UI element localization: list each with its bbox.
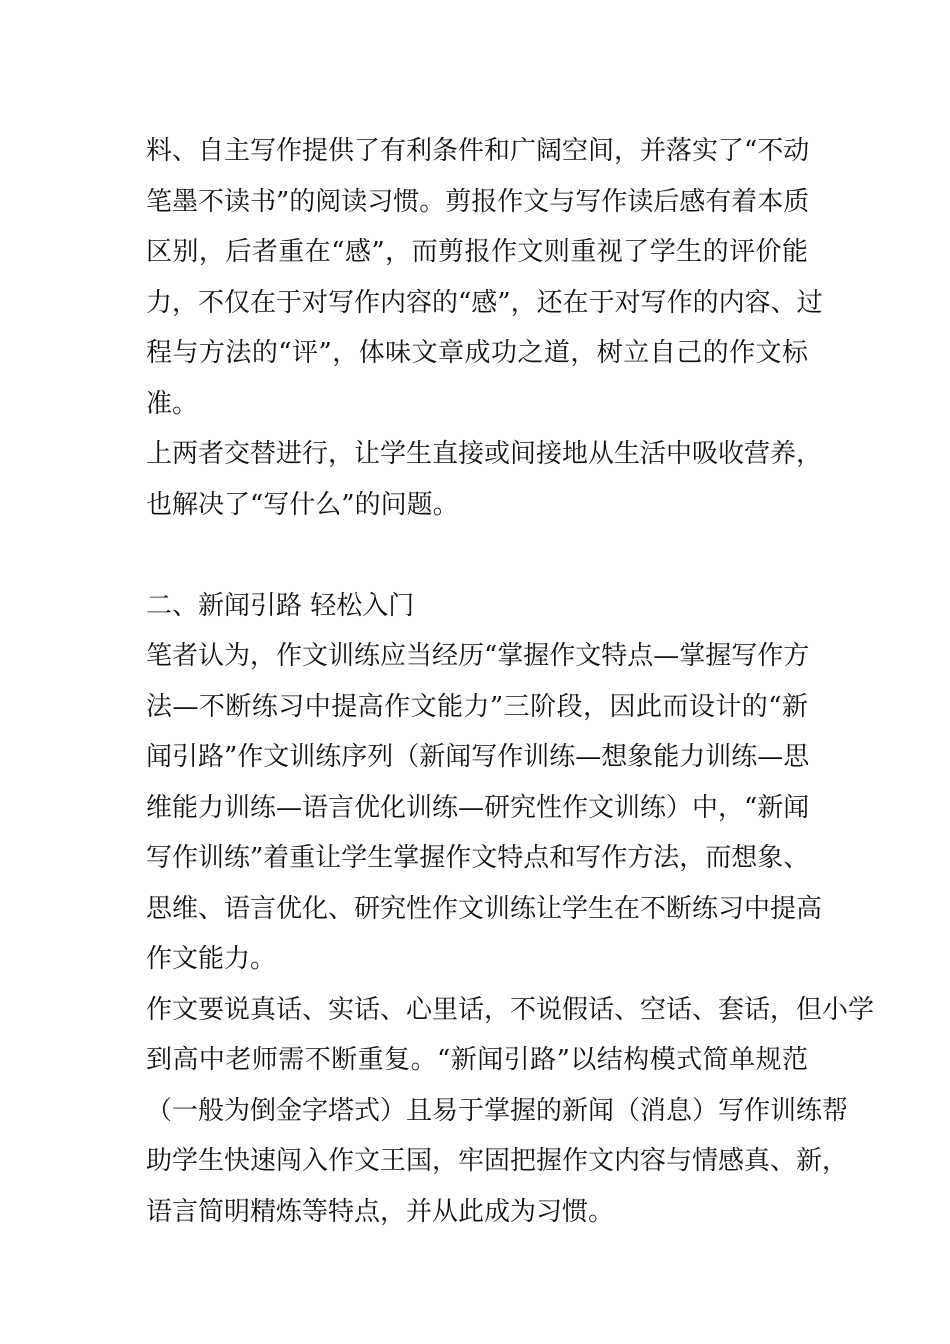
paragraph-1 (146, 126, 823, 429)
text-line: 闻引路”作文训练序列（新闻写作训练—想象能力训练—思 (146, 742, 810, 772)
text-line: 助学生快速闯入作文王国，牢固把握作文内容与情感真、新， (146, 1146, 849, 1176)
text-line: 准。 (146, 388, 199, 419)
text-line: 力，不仅在于对写作内容的“感”，还在于对写作的内容、过 (146, 287, 823, 318)
section-heading (146, 581, 808, 632)
text-line: 区别，后者重在“感”，而剪报作文则重视了学生的评价能 (146, 237, 808, 267)
paragraph-4 (146, 985, 875, 1238)
text-line: 语言简明精炼等特点，并从此成为习惯。 (146, 1196, 615, 1227)
text-line: 思维、语言优化、研究性作文训练让学生在不断练习中提高 (146, 893, 823, 924)
text-line: 笔墨不读书”的阅读习惯。剪报作文与写作读后感有着本质 (146, 186, 810, 217)
text-line: 作文要说真话、实话、心里话，不说假话、空话、套话，但小学 (146, 994, 875, 1025)
text-line: 法—不断练习中提高作文能力”三阶段，因此而设计的“新 (146, 691, 808, 722)
blank-line (146, 530, 808, 581)
section-heading-text: 二、新闻引路 轻松入门 (146, 590, 415, 621)
text-line: 维能力训练—语言优化训练—研究性作文训练）中，“新闻 (146, 792, 810, 823)
text-line: （一般为倒金字塔式）且易于掌握的新闻（消息）写作训练帮 (146, 1095, 849, 1126)
text-line: 笔者认为，作文训练应当经历“掌握作文特点—掌握写作方 (146, 641, 810, 671)
paragraph-3 (146, 631, 823, 985)
text-line: 到高中老师需不断重复。“新闻引路”以结构模式简单规范 (146, 1045, 808, 1075)
paragraph-2 (146, 429, 823, 530)
document-body (146, 126, 875, 1237)
text-line: 程与方法的“评”，体味文章成功之道，树立自己的作文标 (146, 338, 808, 368)
text-line: 也解决了“写什么”的问题。 (146, 489, 459, 520)
text-line: 作文能力。 (146, 944, 277, 974)
text-line: 料、自主写作提供了有利条件和广阔空间，并落实了“不动 (146, 136, 810, 166)
text-line: 上两者交替进行，让学生直接或间接地从生活中吸收营养， (146, 439, 823, 469)
text-line: 写作训练”着重让学生掌握作文特点和写作方法，而想象、 (146, 843, 810, 873)
